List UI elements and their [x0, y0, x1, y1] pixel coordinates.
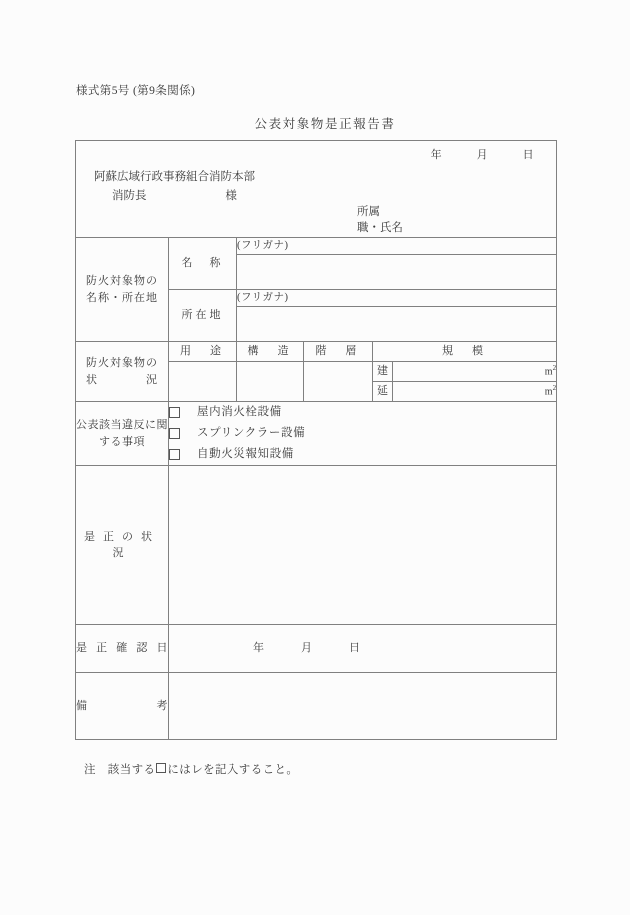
form-header-cell [76, 141, 557, 238]
usage-column-header: 用 途 [169, 342, 237, 362]
scale-built-area-input[interactable] [393, 362, 557, 382]
submission-date-line [431, 147, 535, 164]
building-status-label [76, 342, 169, 402]
checkbox-item-indoor-hydrant[interactable] [169, 402, 556, 423]
building-status-label-line1: 防火対象物の [86, 357, 158, 369]
confirm-date-month-label: 月 [301, 642, 313, 655]
form-number-label: 様式第5号 (第9条関係) [76, 85, 196, 97]
floors-input[interactable] [304, 362, 373, 402]
footer-note [84, 761, 298, 777]
submission-date-month-label: 月 [476, 149, 489, 161]
correction-status-label: 是正の状況 [76, 466, 169, 625]
building-status-header-row [76, 342, 557, 362]
submission-date-day-label: 日 [522, 149, 535, 161]
correction-status-input[interactable] [169, 466, 557, 625]
addressee-organization: 阿蘇広域行政事務組合消防本部 [94, 171, 255, 183]
footer-note-prefix: 注 該当する [84, 764, 156, 776]
building-address-label: 所在地 [169, 290, 237, 342]
page-title: 公表対象物是正報告書 [254, 117, 396, 131]
correction-confirm-date-row [76, 625, 557, 673]
checkbox-item-sprinkler[interactable] [169, 423, 556, 444]
checkbox-icon[interactable] [169, 407, 180, 418]
scale-total-area-unit: m [544, 386, 553, 398]
remarks-input[interactable] [169, 673, 557, 740]
building-address-input[interactable] [237, 307, 557, 342]
building-name-label: 名 称 [169, 238, 237, 290]
correction-confirm-date-input[interactable] [169, 625, 557, 673]
building-address-furigana-label: (フリガナ) [237, 290, 557, 307]
correction-confirm-date-label: 是正確認日 [76, 625, 169, 673]
building-name-furigana-label: (フリガナ) [237, 238, 557, 255]
confirm-date-day-label: 日 [349, 642, 361, 655]
footer-note-suffix: にはレを記入すること。 [167, 764, 299, 776]
confirm-date-line [169, 640, 556, 657]
scale-built-area-tag: 建 [373, 362, 393, 382]
checkbox-icon[interactable] [169, 428, 180, 439]
scale-total-area-input[interactable] [393, 382, 557, 402]
report-form-table [75, 140, 557, 740]
violations-checklist [169, 402, 557, 466]
structure-column-header: 構 造 [237, 342, 304, 362]
submitter-block [357, 204, 403, 237]
building-identity-label-line1: 防火対象物の [86, 275, 158, 287]
addressee-title-line [112, 188, 255, 205]
floors-column-header: 階 層 [304, 342, 373, 362]
building-name-input[interactable] [237, 255, 557, 290]
scale-total-area-unit-exponent: 2 [552, 384, 557, 393]
addressee-block [94, 169, 255, 206]
remarks-row [76, 673, 557, 740]
remarks-label: 備考 [76, 673, 169, 740]
checkbox-item-fire-alarm[interactable] [169, 444, 556, 465]
building-name-furigana-row [76, 238, 557, 255]
structure-input[interactable] [237, 362, 304, 402]
usage-input[interactable] [169, 362, 237, 402]
submission-date-year-label: 年 [430, 149, 443, 161]
building-status-label-line2: 状 況 [86, 373, 158, 386]
correction-status-row [76, 466, 557, 625]
checkbox-label: スプリンクラー設備 [197, 426, 306, 439]
checkbox-label: 屋内消火栓設備 [197, 405, 282, 418]
addressee-honorific: 様 [225, 190, 237, 203]
violations-row [76, 402, 557, 466]
violations-label: 公表該当違反に関する事項 [76, 402, 169, 466]
scale-built-area-unit-exponent: 2 [552, 364, 557, 373]
addressee-title: 消防長 [112, 190, 147, 203]
checkbox-icon[interactable] [169, 449, 180, 460]
building-identity-label [76, 238, 169, 342]
checkbox-label: 自動火災報知設備 [197, 447, 294, 460]
submitter-name-label: 職・氏名 [357, 222, 403, 235]
scale-built-area-unit: m [544, 366, 553, 378]
checkbox-icon [156, 763, 166, 773]
scale-column-header: 規 模 [373, 342, 557, 362]
building-identity-label-line2: 名称・所在地 [86, 291, 158, 304]
confirm-date-year-label: 年 [253, 642, 265, 655]
submitter-affiliation-label: 所属 [357, 206, 380, 218]
scale-total-area-tag: 延 [373, 382, 393, 402]
form-header-row [76, 141, 557, 238]
